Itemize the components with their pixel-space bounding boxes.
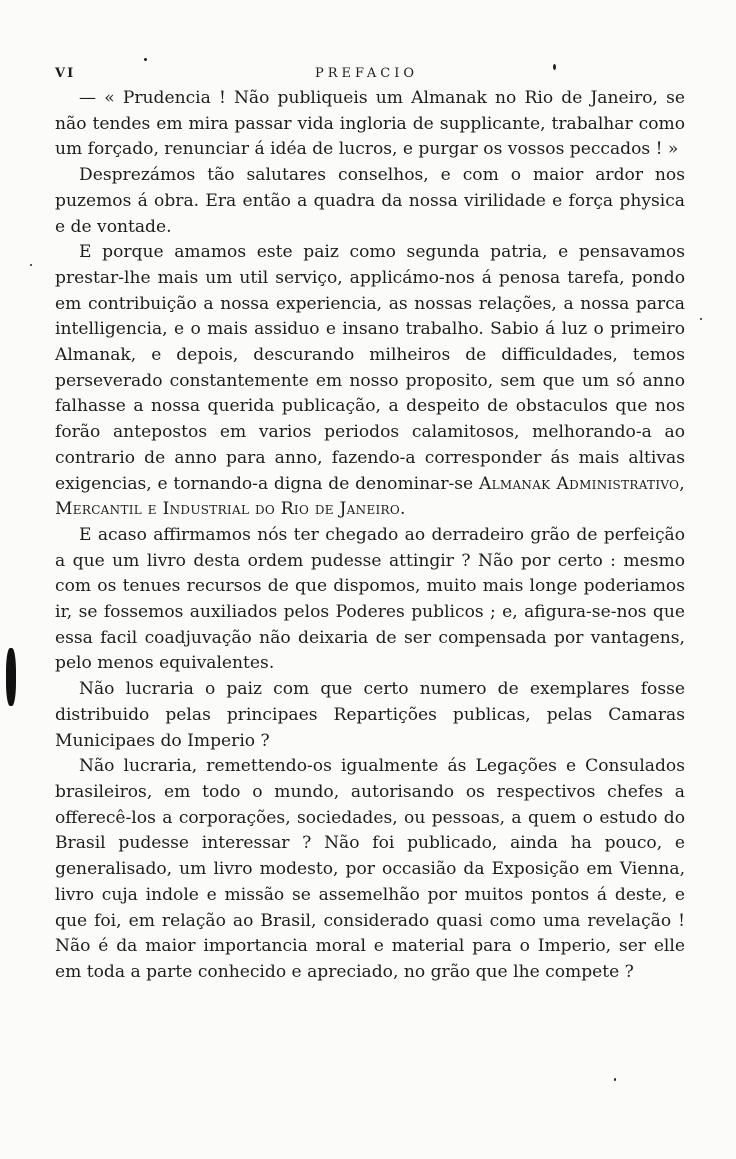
- speck: [553, 64, 556, 70]
- running-head: [55, 62, 685, 86]
- paragraph-perfection: E acaso affirmamos nós ter chegado ao derradeiro grão de perfeição a que um livro desta ordem pudesse attingir ? Não por certo : mesmo com os tenues recursos de que dispomos, muito mais longe poderiamos ir, se fossemos auxiliados pelos Poderes publicos ; e, afigura-se-nos que essa facil coadjuvação não deixaria de ser compensada por vantagens, pelo menos equivalentes.: [55, 524, 685, 674]
- paragraph-advice: Desprezámos tão salutares conselhos, e com o maior ardor nos puzemos á obra. Era então a quadra da nossa virilidade e força physica e de vontade.: [55, 165, 685, 237]
- speck: [700, 318, 702, 320]
- body-text: [55, 86, 685, 986]
- paragraph-legations: Não lucraria, remettendo-os igualmente ás Legações e Consulados brasileiros, em todo o mundo, autorisando os respectivos chefes a offerecê-los a corporações, sociedades, ou pessoas, a quem o estudo do Brasil pudesse interessar ? Não foi publicado, ainda ha pouco, e generalisado, um livro modesto, por occasião da Exposição em Vienna, livro cuja indole e missão se assemelhão por muitos pontos á deste, e que foi, em relação ao Brasil, considerado quasi como uma revelação ! Não é da maior importancia moral e material para o Imperio, ser elle em toda a parte conhecido e apreciado, no grão que lhe compete ?: [55, 756, 685, 982]
- page-number: VI: [55, 66, 76, 81]
- speck: [144, 58, 147, 61]
- paragraph-quote: — « Prudencia ! Não publiqueis um Almanak no Rio de Janeiro, se não tendes em mira passar vida ingloria de supplicante, trabalhar como um forçado, renunciar á idéa de lucros, e purgar os vossos peccados ! »: [55, 88, 685, 160]
- paragraph-almanak-history-text: E porque amamos este paiz como segunda patria, e pensavamos prestar-lhe mais um util serviço, applicámo-nos á penosa tarefa, pondo em contribuição a nossa experiencia, as nossas relações, a nossa parca intelligencia, e o mais assiduo e insano trabalho. Sabio á luz o primeiro Almanak, e depois, descurando milheiros de difficuldades, temos perseverado constantemente em nosso proposito, sem que um só anno falhasse a nossa querida publicação, a despeito de obstaculos que nos forão antepostos em varios periodos calamitosos, melhorando-a ao contrario de anno para anno, fazendo-a corresponder ás mais altivas exigencias, e tornando-a digna de denominar-se: [55, 242, 685, 494]
- speck: [30, 264, 32, 266]
- almanak-title: Almanak Administrativo, Mercantil e Industrial do Rio de Janeiro: [55, 473, 685, 520]
- ink-blot: [6, 648, 16, 706]
- running-title: PREFACIO: [315, 66, 419, 81]
- paragraph-distribution: Não lucraria o paiz com que certo numero de exemplares fosse distribuido pelas principaes Repartições publicas, pelas Camaras Municipaes do Imperio ?: [55, 679, 685, 751]
- book-page: [55, 62, 685, 986]
- paragraph-almanak-history: [55, 240, 685, 523]
- speck: [614, 1078, 616, 1081]
- almanak-title-end: .: [400, 499, 406, 520]
